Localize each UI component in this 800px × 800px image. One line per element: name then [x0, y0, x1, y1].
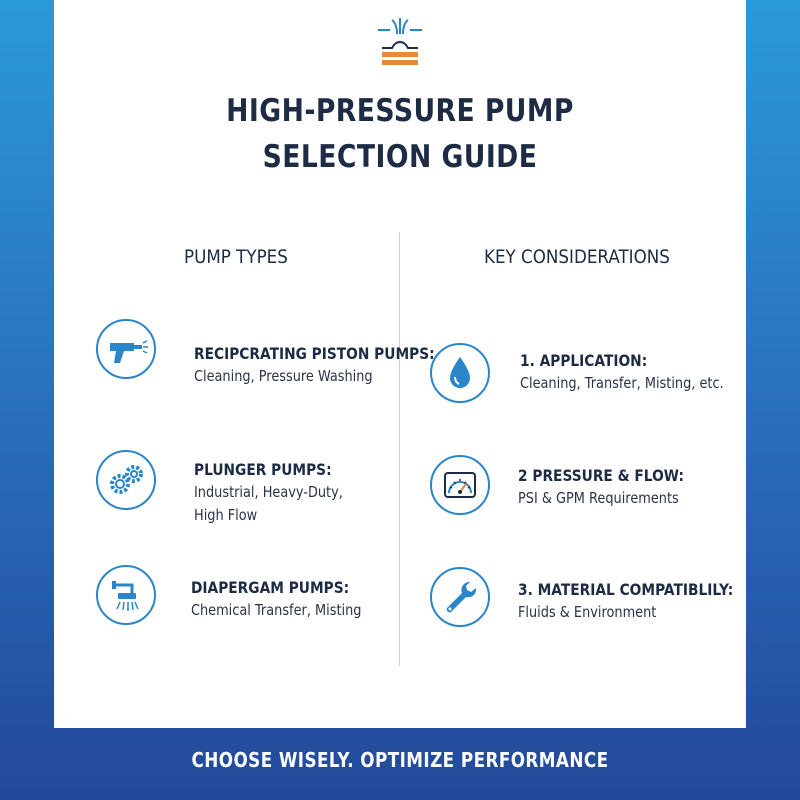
title-line-2: SELECTION GUIDE: [262, 139, 538, 175]
key-considerations-heading: KEY CONSIDERATIONS: [484, 246, 670, 268]
pump-type-title-1: RECIPCRATING PISTON PUMPS:: [194, 344, 435, 363]
consideration-title-1: 1. APPLICATION:: [520, 351, 648, 370]
gears-icon: [98, 452, 154, 508]
consideration-item-1: [520, 350, 724, 395]
consideration-icon-2: [430, 455, 490, 515]
consideration-desc-3-line-1: Fluids & Environment: [518, 603, 657, 621]
pump-type-icon-3: [96, 565, 156, 625]
spray-nozzle-icon: [98, 567, 154, 623]
pump-type-item-1: [194, 343, 435, 388]
pump-type-item-3: [191, 577, 361, 622]
consideration-desc-1-line-1: Cleaning, Transfer, Misting, etc.: [520, 374, 724, 392]
pump-type-title-3: DIAPERGAM PUMPS:: [191, 578, 350, 597]
pressure-gauge-icon: [432, 457, 488, 513]
water-fountain-icon: [370, 14, 430, 74]
tagline: CHOOSE WISELY. OPTIMIZE PERFORMANCE: [191, 748, 609, 772]
consideration-item-2: [518, 465, 684, 510]
pump-type-desc-3-line-1: Chemical Transfer, Misting: [191, 601, 362, 619]
consideration-desc-2-line-1: PSI & GPM Requirements: [518, 489, 679, 507]
page-title: [56, 88, 744, 180]
title-line-1: HIGH-PRESSURE PUMP: [226, 93, 574, 129]
pump-type-icon-2: [96, 450, 156, 510]
pump-type-icon-1: [96, 319, 156, 379]
consideration-icon-1: [430, 343, 490, 403]
consideration-icon-3: [430, 567, 490, 627]
pump-types-heading: PUMP TYPES: [184, 246, 288, 268]
consideration-item-3: [518, 579, 733, 624]
pump-type-title-2: PLUNGER PUMPS:: [194, 460, 332, 479]
pressure-washer-gun-icon: [98, 321, 154, 377]
column-divider: [399, 232, 400, 666]
pump-type-desc-2-line-2: High Flow: [194, 506, 258, 524]
consideration-title-3: 3. MATERIAL COMPATIBLILY:: [518, 580, 734, 599]
pump-type-desc-1-line-1: Cleaning, Pressure Washing: [194, 367, 373, 385]
pump-type-desc-2-line-1: Industrial, Heavy-Duty,: [194, 483, 343, 501]
wrench-icon: [432, 569, 488, 625]
pump-type-item-2: [194, 459, 343, 527]
consideration-title-2: 2 PRESSURE & FLOW:: [518, 466, 685, 485]
water-drop-icon: [432, 345, 488, 401]
